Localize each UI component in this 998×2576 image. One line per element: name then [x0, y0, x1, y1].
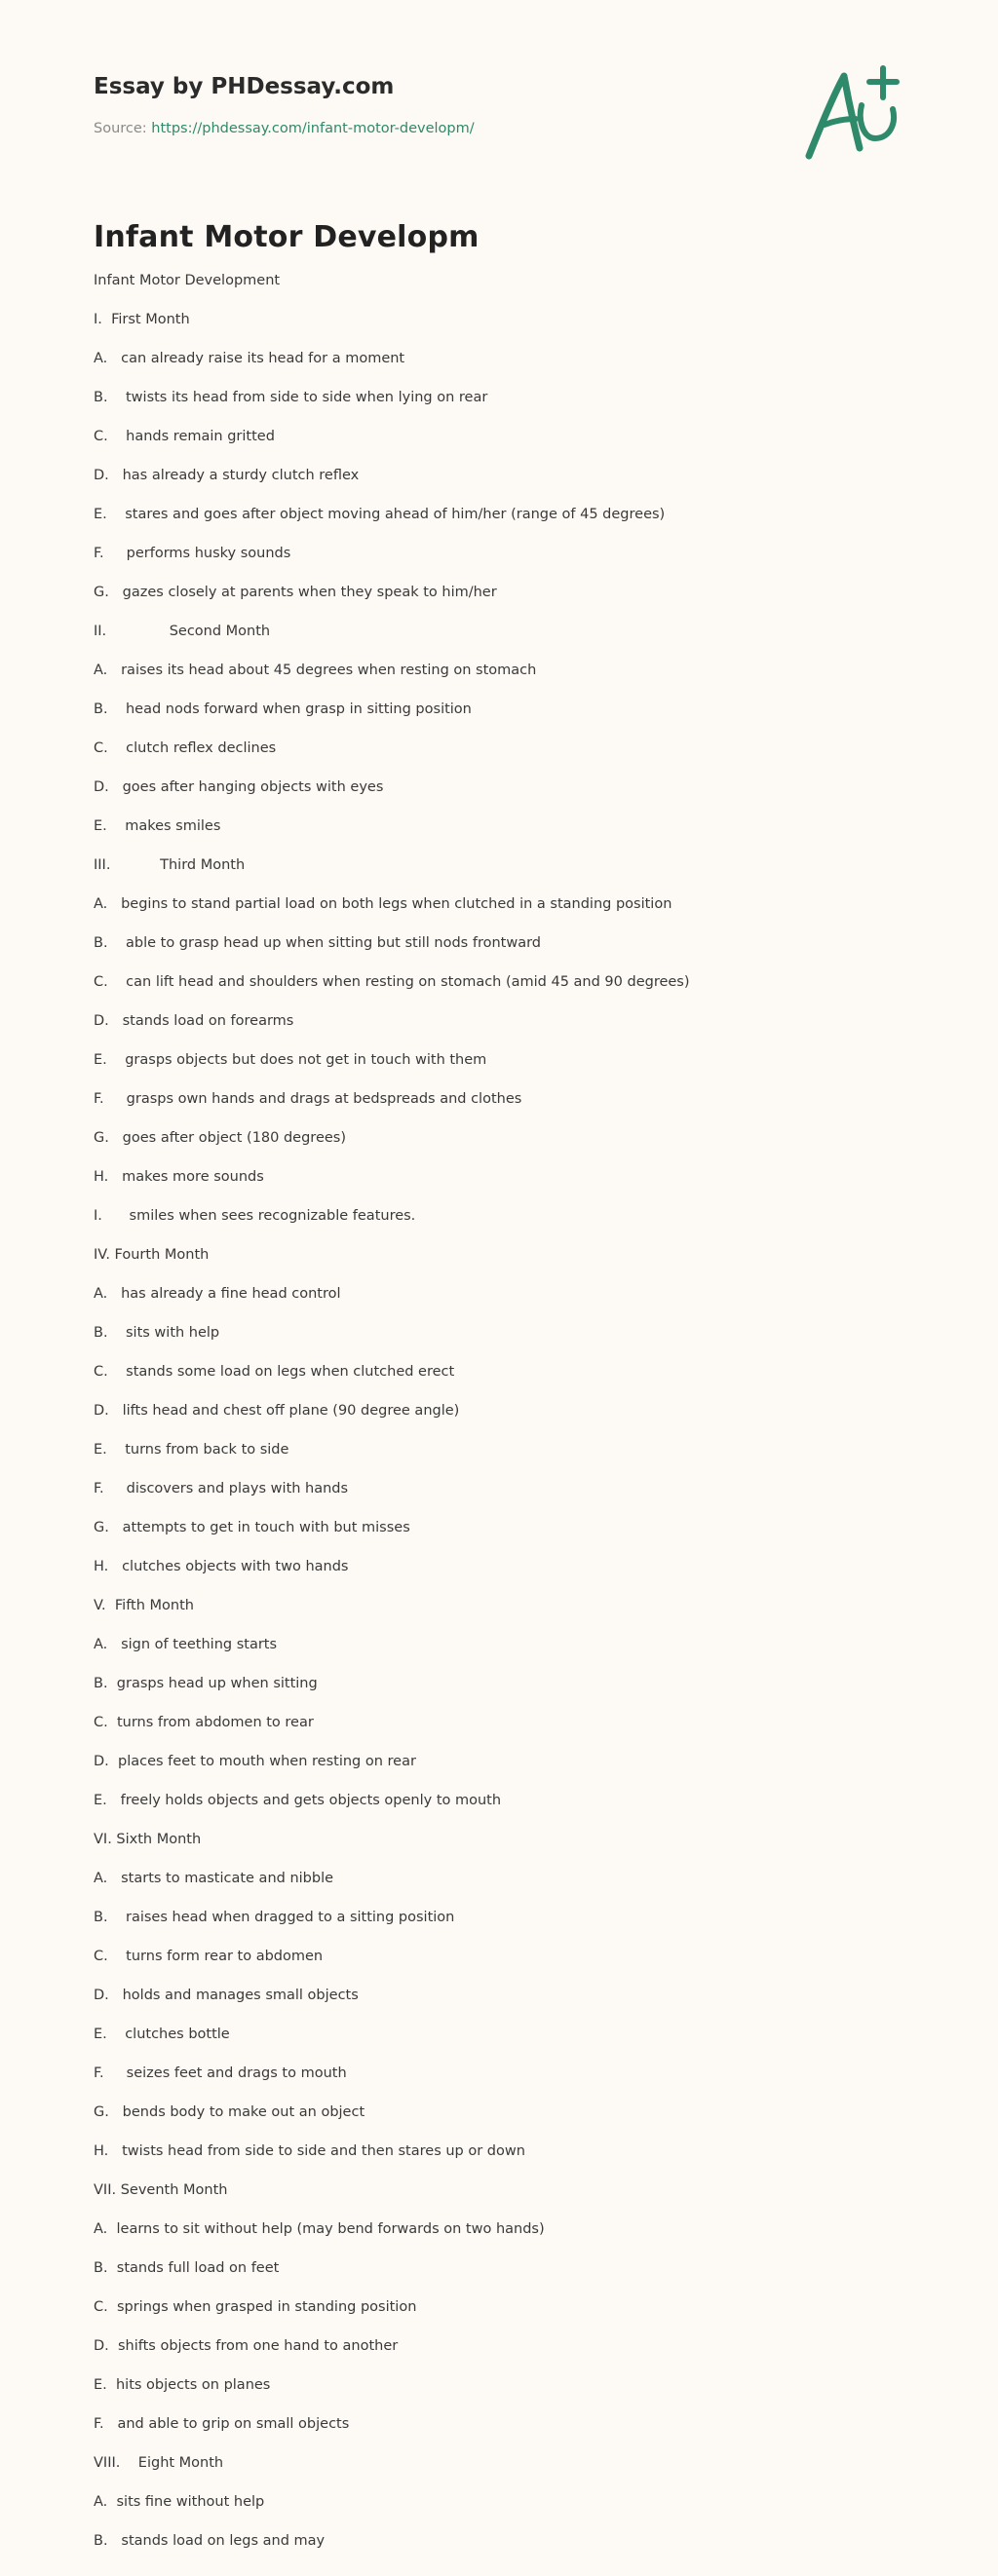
document-line: H. makes more sounds: [94, 1169, 264, 1185]
document-line: A. starts to masticate and nibble: [94, 1871, 334, 1886]
document-line: C. clutch reflex declines: [94, 740, 277, 756]
document-title: Infant Motor Developm: [94, 220, 480, 254]
document-line: F. performs husky sounds: [94, 546, 291, 561]
document-line: V. Fifth Month: [94, 1598, 194, 1613]
document-line: D. stands load on forearms: [94, 1013, 294, 1029]
document-line: VI. Sixth Month: [94, 1832, 202, 1847]
document-line: D. places feet to mouth when resting on rear: [94, 1754, 416, 1769]
document-line: A. learns to sit without help (may bend forwards on two hands): [94, 2221, 545, 2237]
document-line: B. twists its head from side to side when lying on rear: [94, 390, 488, 405]
document-line: III. Third Month: [94, 857, 246, 873]
document-line: C. springs when grasped in standing position: [94, 2299, 417, 2315]
document-line: E. clutches bottle: [94, 2027, 230, 2042]
document-line: VIII. Eight Month: [94, 2455, 224, 2471]
document-line: B. sits with help: [94, 1325, 220, 1341]
document-line: II. Second Month: [94, 624, 271, 639]
document-line: B. head nods forward when grasp in sitting position: [94, 701, 472, 717]
document-line: C. turns from abdomen to rear: [94, 1715, 314, 1730]
document-line: A. sign of teething starts: [94, 1637, 278, 1652]
document-line: D. holds and manages small objects: [94, 1988, 359, 2003]
document-line: G. bends body to make out an object: [94, 2104, 365, 2120]
document-line: D. goes after hanging objects with eyes: [94, 779, 384, 795]
document-line: E. grasps objects but does not get in touch with them: [94, 1052, 487, 1068]
document-line: E. turns from back to side: [94, 1442, 289, 1458]
header: [94, 72, 912, 138]
document-line: B. grasps head up when sitting: [94, 1676, 318, 1691]
document-line: E. hits objects on planes: [94, 2377, 271, 2393]
source-link[interactable]: https://phdessay.com/infant-motor-developm/: [151, 121, 475, 136]
document-line: E. makes smiles: [94, 818, 221, 834]
document-line: F. discovers and plays with hands: [94, 1481, 349, 1496]
document-body: [94, 216, 912, 2570]
document-line: A. sits fine without help: [94, 2494, 265, 2510]
document-line: I. First Month: [94, 312, 190, 327]
document-line: G. gazes closely at parents when they speak to him/her: [94, 585, 497, 600]
source-label: Source:: [94, 121, 152, 136]
document-line: F. seizes feet and drags to mouth: [94, 2065, 347, 2081]
brand-title: Essay by PHDessay.com: [94, 74, 395, 99]
a-plus-logo-icon: [801, 64, 906, 162]
document-line: A. has already a fine head control: [94, 1286, 341, 1302]
document-line: A. raises its head about 45 degrees when resting on stomach: [94, 663, 537, 678]
document-line: H. twists head from side to side and then stares up or down: [94, 2143, 525, 2159]
document-line: D. lifts head and chest off plane (90 degree angle): [94, 1403, 460, 1419]
document-line: C. can lift head and shoulders when resting on stomach (amid 45 and 90 degrees): [94, 974, 690, 990]
document-line: F. and able to grip on small objects: [94, 2416, 350, 2432]
document-line: A. begins to stand partial load on both legs when clutched in a standing position: [94, 896, 672, 912]
source-line: [94, 119, 912, 138]
document-line: B. able to grasp head up when sitting but still nods frontward: [94, 935, 541, 951]
document-line: E. freely holds objects and gets objects openly to mouth: [94, 1793, 502, 1808]
document-lines: [94, 271, 912, 2570]
document-line: B. stands load on legs and may: [94, 2533, 326, 2549]
document-line: D. shifts objects from one hand to another: [94, 2338, 399, 2354]
document-line: VII. Seventh Month: [94, 2182, 228, 2198]
document-line: G. attempts to get in touch with but misses: [94, 1520, 410, 1535]
document-line: D. has already a sturdy clutch reflex: [94, 468, 360, 483]
document-line: F. grasps own hands and drags at bedspreads and clothes: [94, 1091, 522, 1107]
document-line: Infant Motor Development: [94, 273, 281, 288]
document-line: G. goes after object (180 degrees): [94, 1130, 347, 1146]
document-line: H. clutches objects with two hands: [94, 1559, 349, 1574]
document-line: I. smiles when sees recognizable features.: [94, 1208, 416, 1224]
document-line: C. turns form rear to abdomen: [94, 1949, 324, 1964]
document-line: IV. Fourth Month: [94, 1247, 210, 1263]
document-line: A. can already raise its head for a moment: [94, 351, 405, 366]
document-line: C. hands remain gritted: [94, 429, 275, 444]
document-line: E. stares and goes after object moving ahead of him/her (range of 45 degrees): [94, 507, 666, 522]
document-line: C. stands some load on legs when clutched erect: [94, 1364, 455, 1380]
document-line: B. stands full load on feet: [94, 2260, 280, 2276]
document-line: B. raises head when dragged to a sitting position: [94, 1910, 455, 1925]
